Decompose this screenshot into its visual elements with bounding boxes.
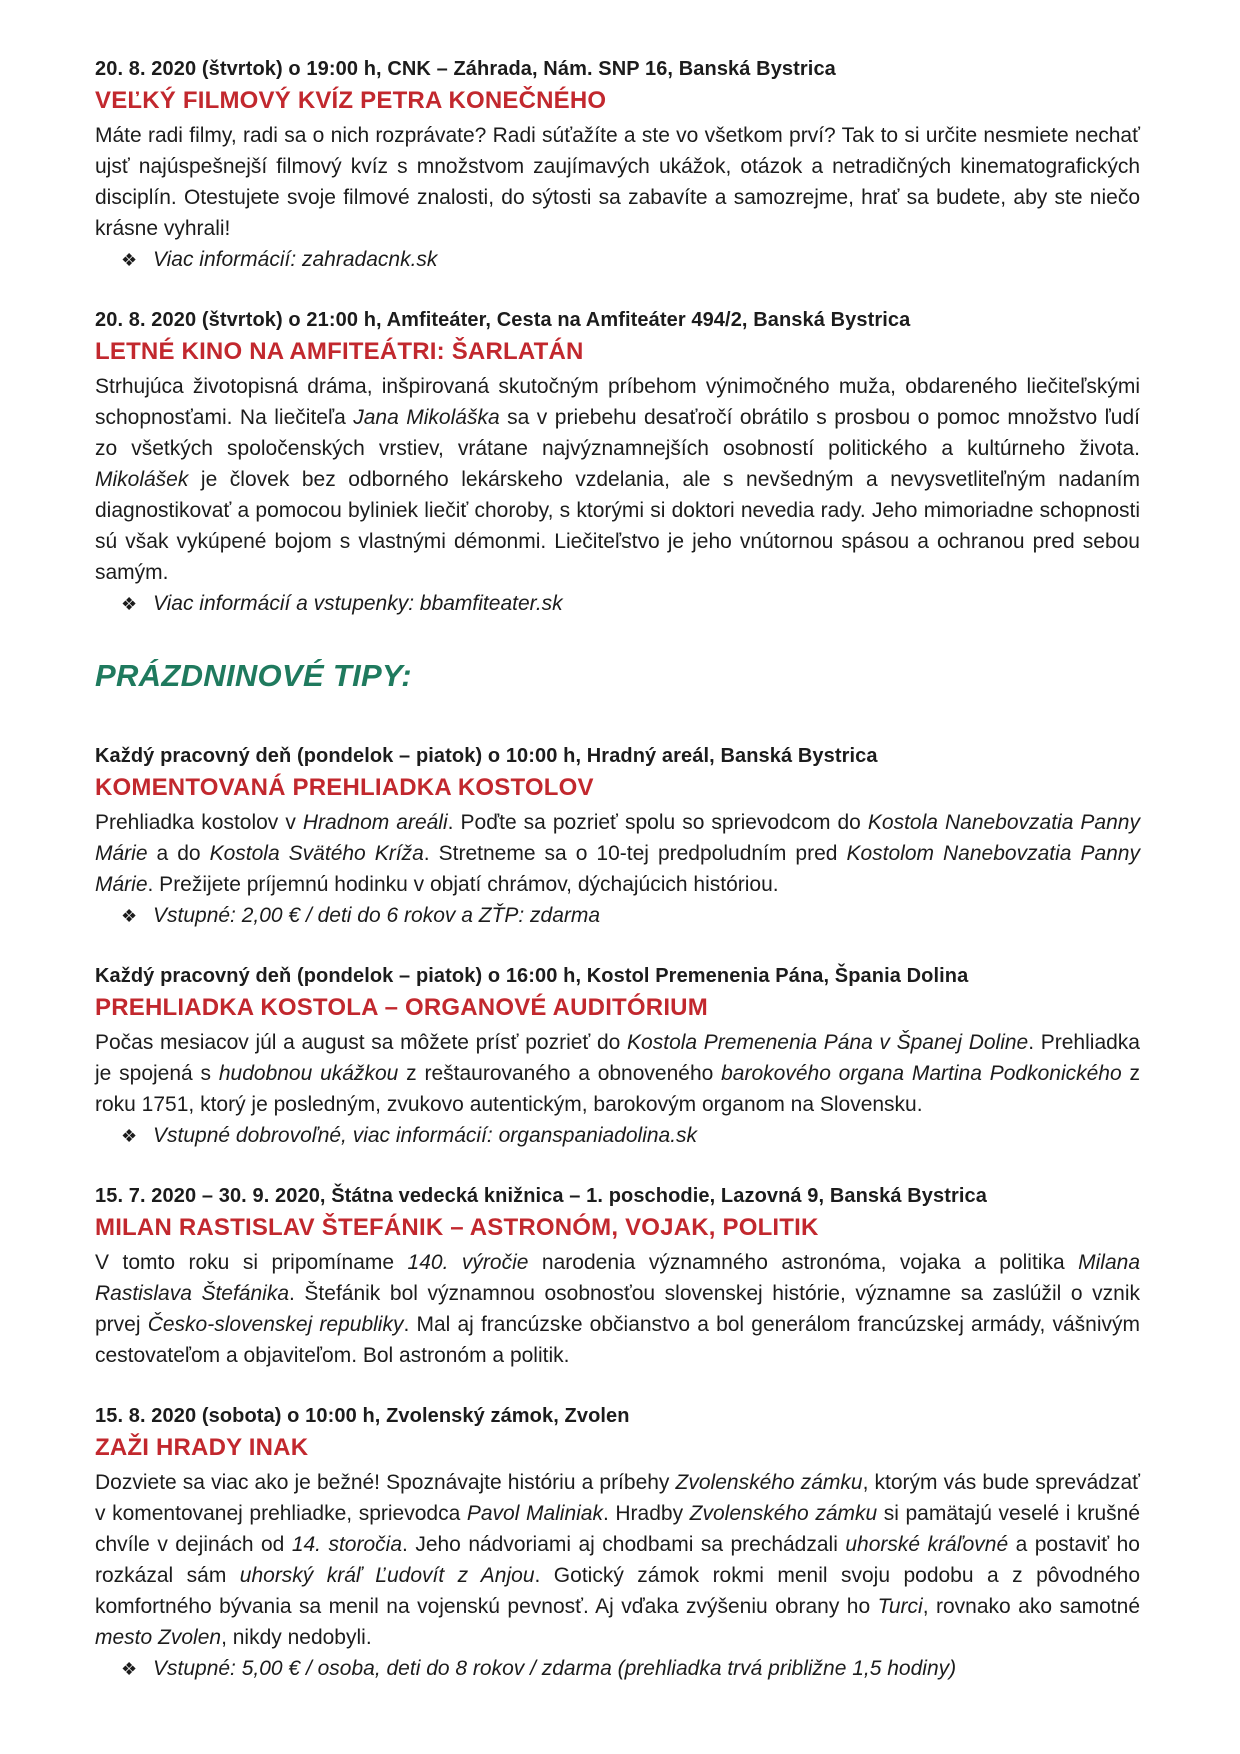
description-text: , nikdy nedobyli. [221, 1626, 372, 1649]
description-text: . Prehliadka je spojená s [95, 1031, 1140, 1085]
description-text: si pamätajú veselé i krušné chvíle v dejinách od [95, 1502, 1140, 1556]
event-description [95, 1247, 1140, 1371]
description-emphasis-text: Hradnom areáli [302, 811, 448, 834]
description-text: . Gotický zámok rokmi menil svoju podobu a z pôvodného komfortného bývania sa menil na vojenskú pevnosť. Aj vďaka zvýšeniu obrany ho [95, 1564, 1141, 1618]
description-text: z roku 1751, ktorý je posledným, zvukovo autentickým, barokovým organom na Slovensku. [95, 1062, 1140, 1116]
description-text: Počas mesiacov júl a august sa môžete prísť pozrieť do [95, 1031, 628, 1054]
diamond-bullet-icon: ❖ [121, 1659, 138, 1679]
diamond-bullet-icon: ❖ [121, 594, 138, 614]
description-text: . Štefánik bol významnou osobnosťou slovenskej histórie, významne sa zaslúžil o vznik prvej [95, 1282, 1140, 1336]
description-emphasis-text: hudobnou ukážkou [218, 1062, 399, 1085]
description-emphasis-text: Kostolom Nanebovzatia Panny Márie [95, 842, 1140, 896]
event-info-text: Viac informácií: zahradacnk.sk [153, 248, 438, 271]
description-text: Prehliadka kostolov v [95, 811, 303, 834]
event-info-text: Viac informácií a vstupenky: bbamfiteater.sk [153, 592, 563, 615]
event-datetime-location: Každý pracovný deň (pondelok – piatok) o 10:00 h, Hradný areál, Banská Bystrica [95, 745, 878, 767]
description-text: Strhujúca životopisná dráma, inšpirovaná skutočným príbehom výnimočného muža, obdareného liečiteľskými schopnosťami. Na liečiteľa [95, 375, 1140, 429]
event-info-text: Vstupné: 2,00 € / deti do 6 rokov a ZŤP: zdarma [153, 904, 601, 927]
event-info-text: Vstupné dobrovoľné, viac informácií: organspaniadolina.sk [153, 1124, 698, 1147]
description-text: z reštaurovaného a obnoveného [398, 1062, 722, 1085]
event-datetime-location: 20. 8. 2020 (štvrtok) o 19:00 h, CNK – Záhrada, Nám. SNP 16, Banská Bystrica [95, 58, 836, 80]
event-description [95, 1467, 1140, 1653]
holiday-tips-heading: PRÁZDNINOVÉ TIPY: [95, 658, 412, 693]
description-text: je človek bez odborného lekárskeho vzdelania, ale s nevšedným a nevysvetliteľným nadaním diagnostikovať a pomocou byliniek liečiť choroby, s ktorými si doktori nevedia rady. Jeho mimoriadne schopnosti sú však vykúpené bojom s vlastnými démonmi. Liečiteľstvo je jeho vnútornou spásou a ochranou pred sebou samým. [95, 468, 1140, 584]
event-description [95, 807, 1140, 900]
event-title: ZAŽI HRADY INAK [95, 1434, 309, 1461]
event-datetime-location: Každý pracovný deň (pondelok – piatok) o 16:00 h, Kostol Premenenia Pána, Špania Dolina [95, 965, 969, 987]
description-text: Máte radi filmy, radi sa o nich rozprávate? Radi súťažíte a ste vo všetkom prví? Tak to si určite nesmiete nechať ujsť najúspešnejší filmový kvíz s množstvom zaujímavých ukážok, otázok a netradičných kinematografických disciplín. Otestujete svoje filmové znalosti, do sýtosti sa zabavíte a samozrejme, hrať sa budete, aby ste niečo krásne vyhrali! [95, 124, 1140, 240]
description-text: , rovnako ako samotné [922, 1595, 1140, 1618]
description-emphasis-text: Kostola Svätého Kríža [209, 842, 424, 865]
event-info-line [95, 244, 1140, 275]
description-text: a postaviť ho rozkázal sám [95, 1533, 1140, 1587]
description-emphasis-text: Kostola Nanebovzatia Panny Márie [95, 811, 1140, 865]
event-block [95, 961, 1140, 1151]
event-description [95, 120, 1140, 244]
event-datetime-location: 20. 8. 2020 (štvrtok) o 21:00 h, Amfiteáter, Cesta na Amfiteáter 494/2, Banská Bystrica [95, 309, 911, 331]
description-text: narodenia významného astronóma, vojaka a politika [528, 1251, 1079, 1274]
description-text: . Jeho nádvoriami aj chodbami sa prechádzali [402, 1533, 846, 1556]
event-block [95, 1181, 1140, 1371]
event-datetime-location: 15. 7. 2020 – 30. 9. 2020, Štátna vedecká knižnica – 1. poschodie, Lazovná 9, Banská Bystrica [95, 1185, 987, 1207]
description-text: sa v priebehu desaťročí obrátilo s prosbou o pomoc množstvo ľudí zo všetkých spoločenských vrstiev, vrátane najvýznamnejších osobností politického a kultúrneho života. [95, 406, 1140, 460]
event-block [95, 741, 1140, 931]
description-text: . Mal aj francúzske občianstvo a bol generálom francúzskej armády, vášnivým cestovateľom a objaviteľom. Bol astronóm a politik. [95, 1313, 1140, 1367]
event-datetime-location: 15. 8. 2020 (sobota) o 10:00 h, Zvolenský zámok, Zvolen [95, 1405, 630, 1427]
description-text: . Poďte sa pozrieť spolu so sprievodcom do [447, 811, 868, 834]
description-emphasis-text: Milana Rastislava Štefánika [95, 1251, 1141, 1305]
event-block [95, 54, 1140, 275]
description-emphasis-text: Zvolenského zámku [689, 1502, 878, 1525]
event-title: VEĽKÝ FILMOVÝ KVÍZ PETRA KONEČNÉHO [95, 87, 607, 114]
event-block [95, 305, 1140, 619]
description-emphasis-text: Mikolášek [95, 468, 189, 491]
description-emphasis-text: Jana Mikoláška [353, 406, 500, 429]
event-info-text: Vstupné: 5,00 € / osoba, deti do 8 rokov / zdarma (prehliadka trvá približne 1,5 hodiny) [153, 1657, 957, 1680]
description-emphasis-text: uhorský kráľ Ľudovít z Anjou [239, 1564, 535, 1587]
event-title: LETNÉ KINO NA AMFITEÁTRI: ŠARLATÁN [95, 338, 584, 365]
event-block [95, 1401, 1140, 1684]
description-emphasis-text: Zvolenského zámku [675, 1471, 863, 1494]
event-description [95, 371, 1140, 588]
diamond-bullet-icon: ❖ [121, 1126, 138, 1146]
description-emphasis-text: barokového organa Martina Podkonického [721, 1062, 1122, 1085]
description-emphasis-text: mesto Zvolen [95, 1626, 222, 1649]
description-emphasis-text: 14. storočia [291, 1533, 403, 1556]
event-list [95, 54, 1140, 1684]
event-title: PREHLIADKA KOSTOLA – ORGANOVÉ AUDITÓRIUM [95, 994, 708, 1021]
event-info-line [95, 1653, 1140, 1684]
diamond-bullet-icon: ❖ [121, 906, 138, 926]
event-info-line [95, 1120, 1140, 1151]
description-text: V tomto roku si pripomíname [95, 1251, 408, 1274]
event-description [95, 1027, 1140, 1120]
event-title: MILAN RASTISLAV ŠTEFÁNIK – ASTRONÓM, VOJAK, POLITIK [95, 1214, 819, 1241]
description-emphasis-text: 140. výročie [407, 1251, 529, 1274]
description-emphasis-text: Kostola Premenenia Pána v Španej Doline [627, 1031, 1029, 1054]
event-title: KOMENTOVANÁ PREHLIADKA KOSTOLOV [95, 774, 594, 801]
description-emphasis-text: Turci [877, 1595, 923, 1618]
description-text: a do [147, 842, 210, 865]
description-text: . Prežijete príjemnú hodinku v objatí chrámov, dýchajúcich históriou. [147, 873, 779, 896]
description-emphasis-text: Pavol Maliniak [466, 1502, 603, 1525]
description-text: . Stretneme sa o 10-tej predpoludním pred [423, 842, 847, 865]
event-info-line [95, 900, 1140, 931]
event-info-line [95, 588, 1140, 619]
description-text: . Hradby [602, 1502, 690, 1525]
diamond-bullet-icon: ❖ [121, 250, 138, 270]
description-text: Dozviete sa viac ako je bežné! Spoznávajte históriu a príbehy [95, 1471, 676, 1494]
description-text: , ktorým vás bude sprevádzať v komentovanej prehliadke, sprievodca [95, 1471, 1140, 1525]
description-emphasis-text: uhorské kráľovné [845, 1533, 1009, 1556]
description-emphasis-text: Česko-slovenskej republiky [147, 1313, 404, 1336]
